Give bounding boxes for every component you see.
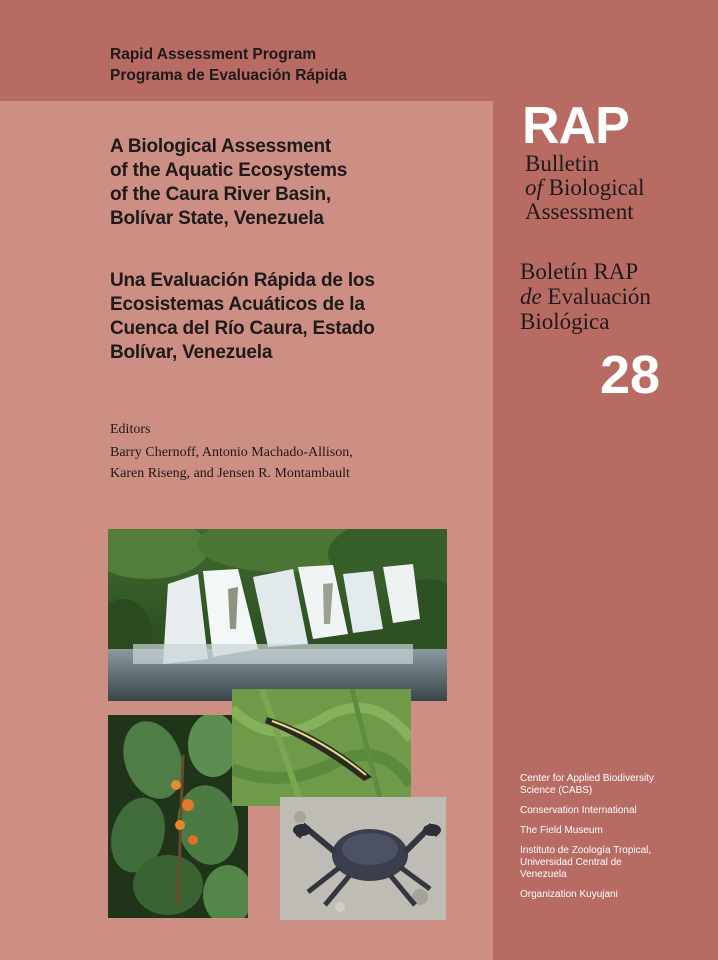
boletin-de: de (520, 284, 542, 309)
editors-names (110, 442, 353, 484)
title-en-line: Bolívar State, Venezuela (110, 208, 324, 229)
editors-label: Editors (110, 422, 151, 437)
bulletin-line: Bulletin (525, 151, 600, 176)
boletin-line: Biológica (520, 309, 610, 334)
title-en-line: of the Caura River Basin, (110, 184, 331, 205)
top-band (0, 0, 718, 101)
organization-item: Organization Kuyujani (520, 889, 618, 900)
organizations-list (520, 773, 670, 909)
bulletin-line (525, 176, 644, 200)
title-spanish (110, 269, 375, 365)
title-en-line: of the Aquatic Ecosystems (110, 160, 348, 181)
bulletin-word: Biological (548, 175, 645, 200)
plant-photo (108, 715, 248, 918)
title-en-line: A Biological Assessment (110, 136, 332, 157)
bulletin-series-es (520, 259, 651, 334)
bulletin-series-en (525, 152, 644, 224)
boletin-line: Boletín RAP (520, 259, 639, 284)
organization-item: The Field Museum (520, 825, 603, 836)
bulletin-of: of (525, 175, 543, 200)
organization-item: Conservation International (520, 805, 637, 816)
title-english (110, 135, 347, 231)
title-es-line: Ecosistemas Acuáticos de la (110, 294, 365, 315)
program-name-en: Rapid Assessment Program (110, 46, 317, 63)
waterfall-photo (108, 529, 447, 701)
boletin-line (520, 284, 651, 309)
boletin-word: Evaluación (547, 284, 651, 309)
bulletin-line: Assessment (525, 199, 634, 224)
fish-photo (232, 689, 411, 806)
organization-item: Center for Applied Biodiversity Science (CABS) (520, 773, 654, 796)
organization-item: Instituto de Zoología Tropical, Universidad Central de Venezuela (520, 845, 652, 880)
program-name (110, 44, 347, 86)
program-name-es: Programa de Evaluación Rápida (110, 67, 347, 84)
issue-number: 28 (600, 345, 661, 405)
title-es-line: Cuenca del Río Caura, Estado (110, 318, 375, 339)
title-es-line: Bolívar, Venezuela (110, 342, 273, 363)
title-es-line: Una Evaluación Rápida de los (110, 270, 375, 291)
crab-photo (280, 797, 446, 920)
rap-logo: RAP (522, 97, 629, 155)
editors-names-line: Barry Chernoff, Antonio Machado-Allison, (110, 445, 353, 460)
editors-names-line: Karen Riseng, and Jensen R. Montambault (110, 466, 350, 481)
